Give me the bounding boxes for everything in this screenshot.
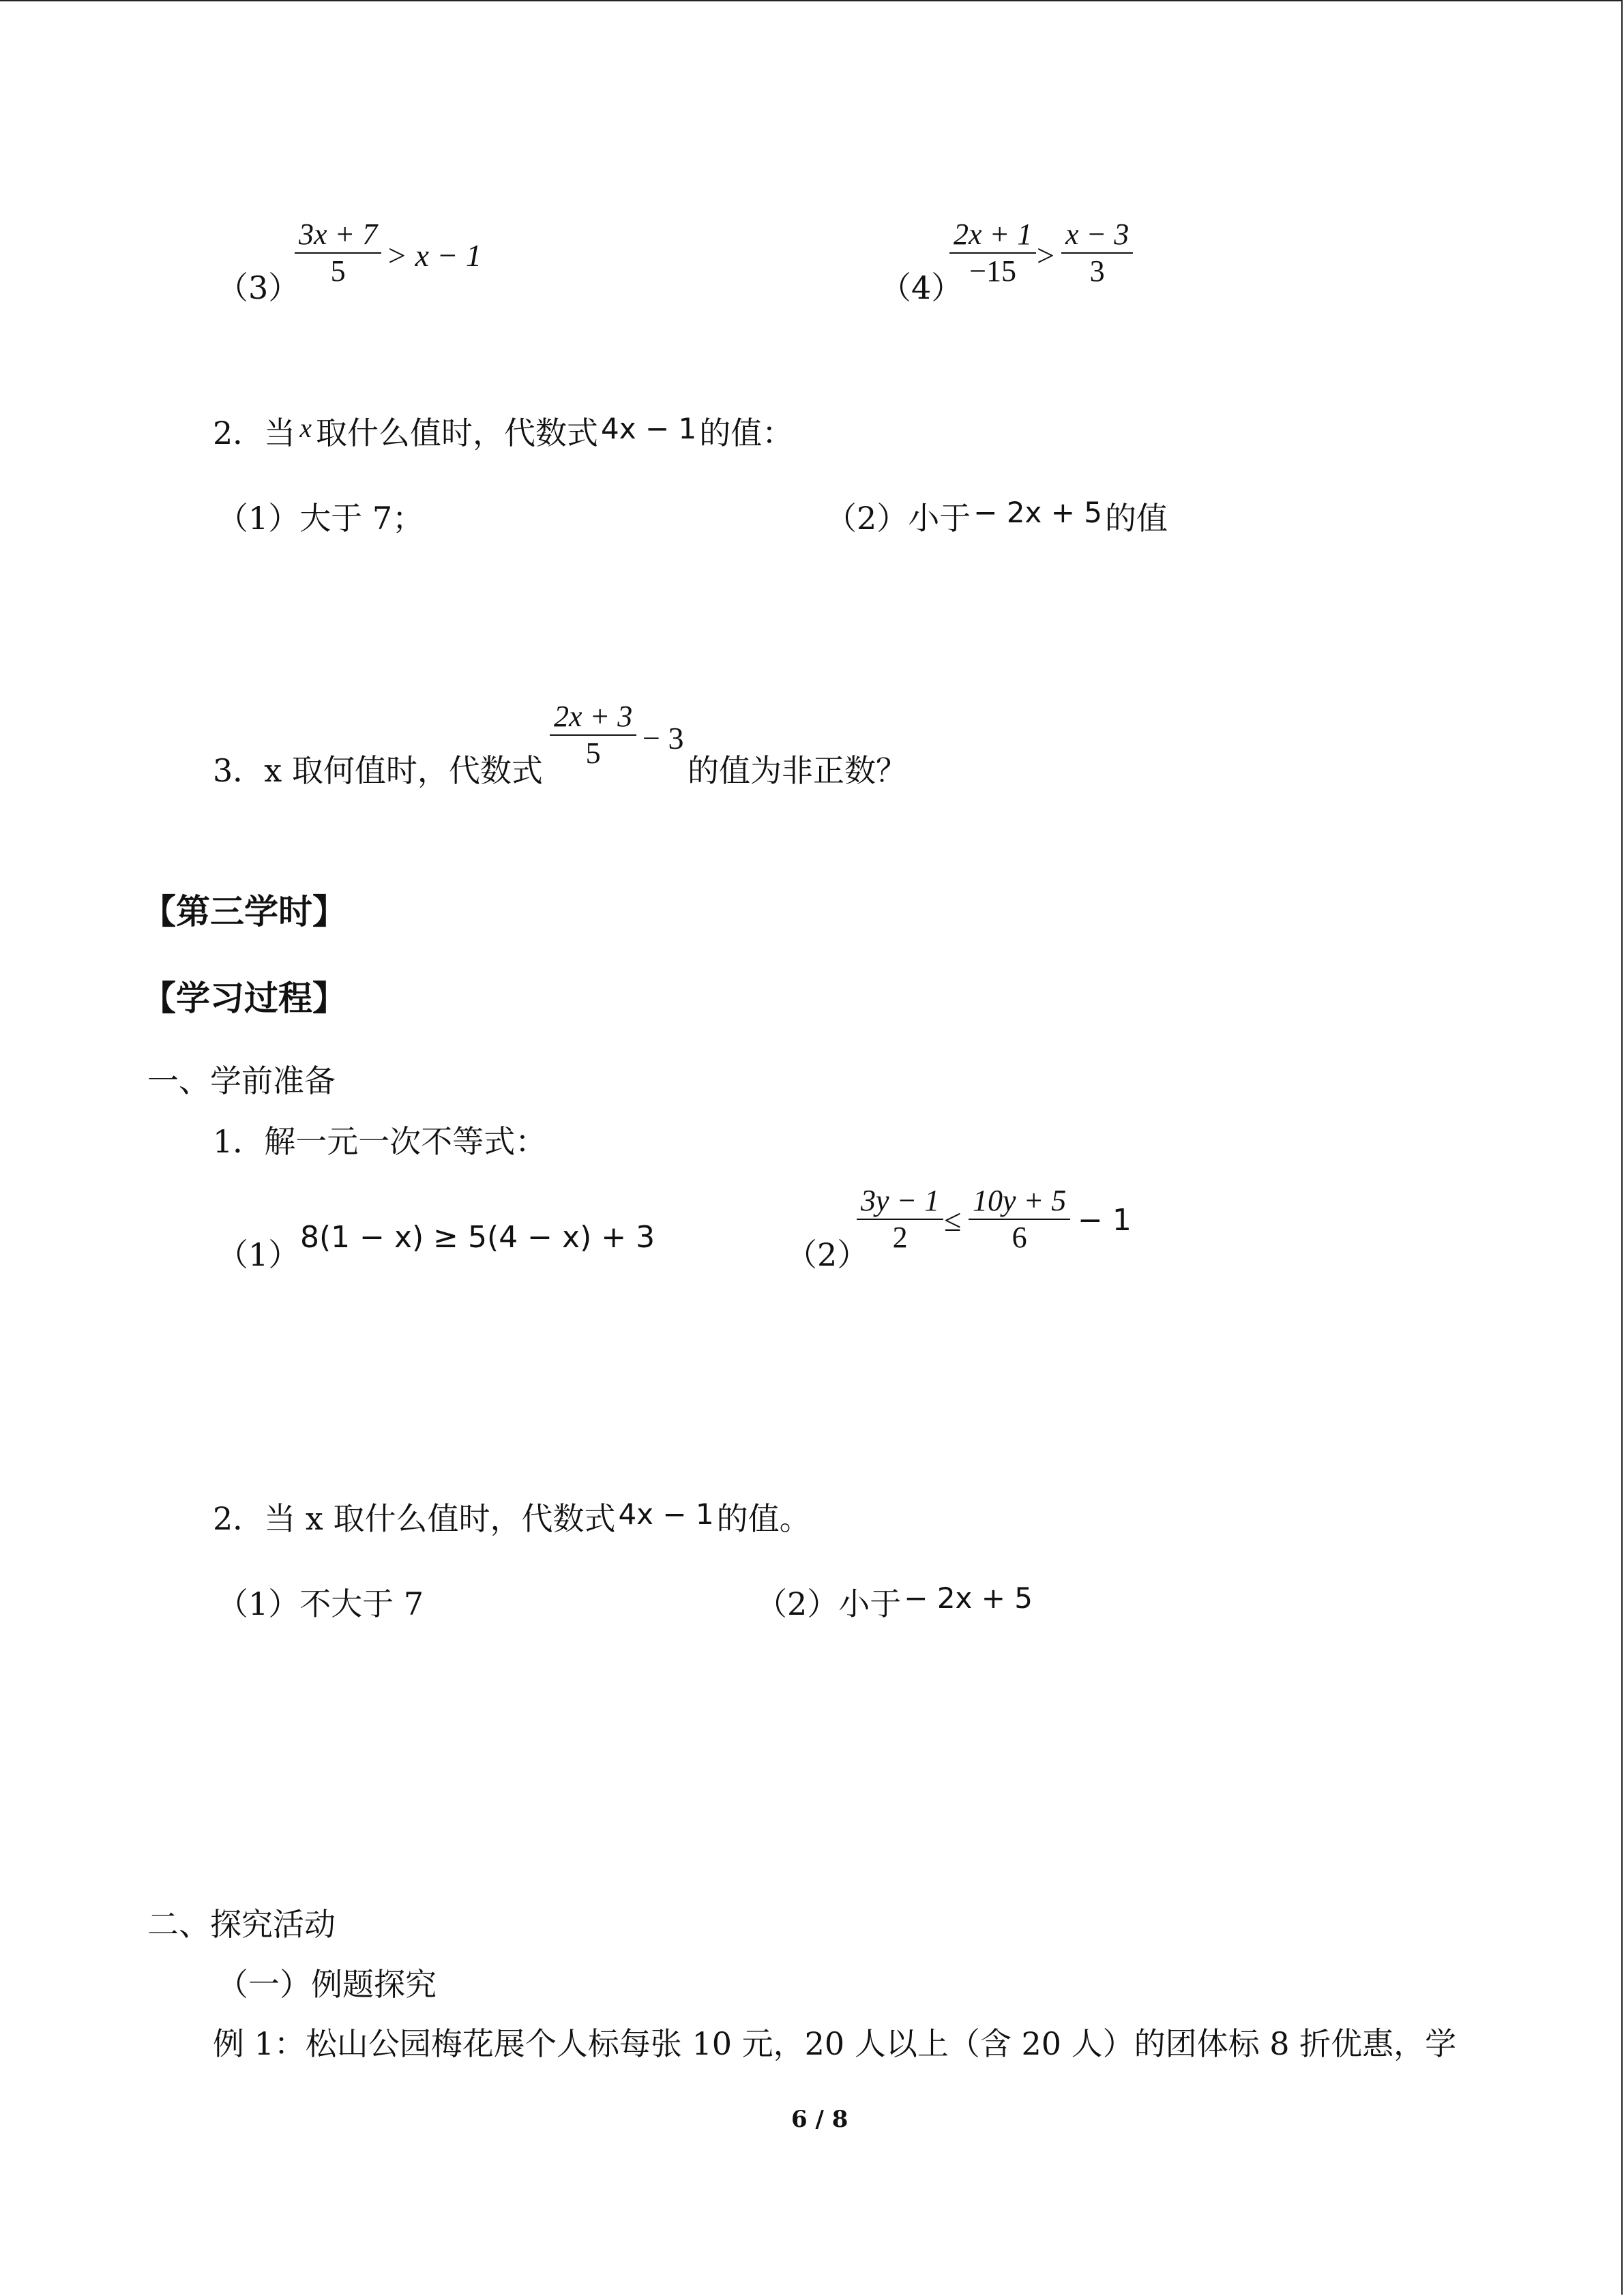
item4-numerator-right: x − 3	[1065, 218, 1130, 251]
q2-sub2-expression: − 2x + 5	[973, 496, 1103, 529]
prep-item1-expression: 8(1 − x) ≥ 5(4 − x) + 3	[300, 1220, 655, 1255]
item4-denominator-left: −15	[969, 254, 1017, 288]
q3-rest: − 3	[643, 721, 684, 756]
section-prep: 一、学前准备	[147, 1062, 336, 1099]
q2-line	[213, 413, 793, 456]
prep-q2-sub1: （1）不大于 7	[217, 1585, 424, 1622]
prep-q2-expression: 4x − 1	[618, 1497, 714, 1531]
q2-prefix: 2．当	[213, 415, 296, 451]
item4-operator: >	[1037, 238, 1054, 273]
q2-sub2-prefix: （2）小于	[825, 500, 971, 537]
prep-q2-sub2-expression: − 2x + 5	[904, 1581, 1033, 1615]
q2-sub2-suffix: 的值	[1105, 500, 1168, 537]
sub-example: （一）例题探究	[217, 1966, 437, 2003]
prep-q2-line	[213, 1498, 811, 1540]
prep-q1: 1．解一元一次不等式：	[213, 1123, 547, 1160]
prep-item2-label: （2）	[786, 1236, 869, 1273]
prep-item2-fraction-left	[857, 1183, 943, 1255]
prep-item2-operator: ≤	[944, 1203, 962, 1238]
page-number: 6 / 8	[791, 2106, 848, 2133]
q3-prefix: 3．x 取何值时，代数式	[213, 752, 543, 789]
item3-label: （3）	[217, 269, 300, 306]
q3-fraction	[550, 699, 636, 771]
prep-item2-fraction-right	[969, 1183, 1070, 1255]
item4-fraction-left	[949, 217, 1036, 289]
item4-fraction-right	[1061, 217, 1133, 289]
q3-numerator: 2x + 3	[554, 700, 633, 733]
q2-suffix: 的值：	[699, 415, 794, 451]
item4-numerator-left: 2x + 1	[954, 218, 1033, 251]
q2-sub2	[825, 498, 1168, 540]
item4-label: （4）	[880, 269, 963, 306]
item4-denominator-right: 3	[1089, 254, 1105, 288]
heading-lesson: 【第三学时】	[142, 891, 346, 931]
q3-suffix: 的值为非正数？	[688, 752, 907, 789]
item3-rest: > x − 1	[386, 238, 482, 273]
example1-text: 例 1：松山公园梅花展个人标每张 10 元，20 人以上（含 20 人）的团体标 8 折优惠，学	[213, 2025, 1457, 2062]
q3-denominator: 5	[585, 736, 601, 770]
item3-denominator: 5	[330, 254, 346, 288]
heading-process: 【学习过程】	[142, 978, 346, 1018]
q2-expression: 4x − 1	[601, 412, 697, 445]
prep-item1-label: （1）	[217, 1236, 300, 1273]
prep-item2-numerator-right: 10y + 5	[973, 1184, 1067, 1217]
q2-sub1: （1）大于 7；	[217, 500, 424, 537]
prep-item2-numerator-left: 3y − 1	[861, 1184, 940, 1217]
q2-middle: 取什么值时，代数式	[316, 415, 599, 451]
section-explore: 二、探究活动	[147, 1906, 336, 1943]
prep-item2-denominator-right: 6	[1012, 1221, 1027, 1254]
prep-q2-sub2-prefix: （2）小于	[756, 1585, 902, 1622]
prep-q2-sub2	[756, 1583, 1035, 1626]
prep-item2-denominator-left: 2	[892, 1221, 908, 1254]
item3-fraction	[295, 217, 381, 289]
prep-item2-rest: − 1	[1078, 1203, 1132, 1238]
prep-q2-prefix: 2．当 x 取什么值时，代数式	[213, 1500, 616, 1537]
q2-variable: x	[299, 413, 312, 443]
prep-q2-suffix: 的值。	[716, 1500, 811, 1537]
item3-numerator: 3x + 7	[299, 218, 378, 251]
